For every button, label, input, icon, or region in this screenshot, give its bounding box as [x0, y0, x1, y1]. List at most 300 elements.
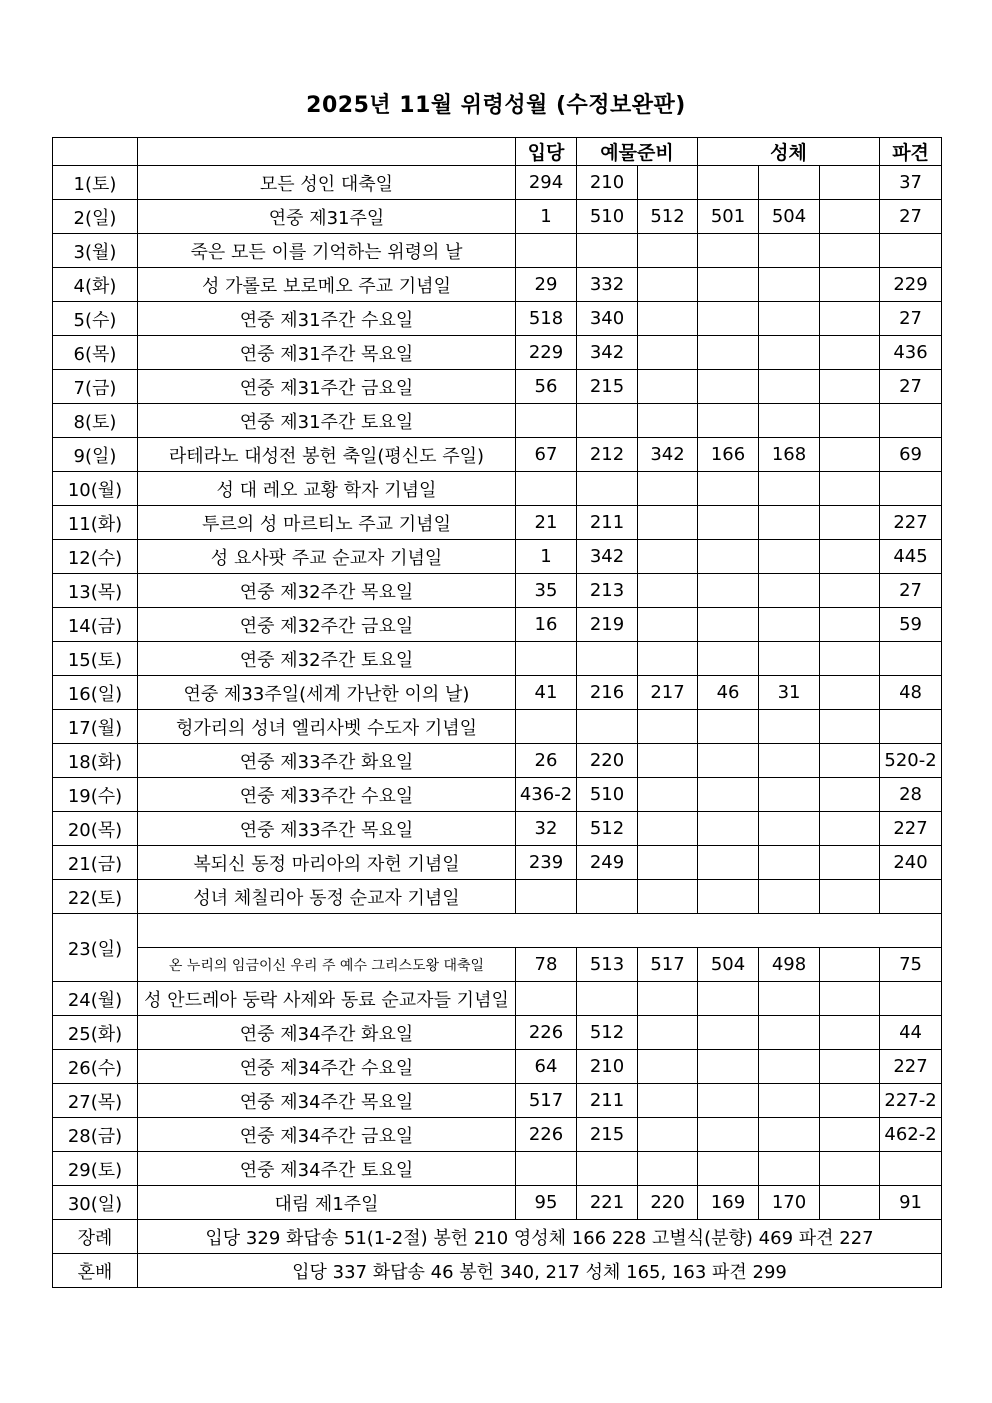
- date-cell: 30(일): [53, 1186, 138, 1220]
- offertory-hymn-1-cell: [577, 642, 638, 676]
- offertory-hymn-2-cell: [638, 472, 698, 506]
- communion-hymn-2-cell: [759, 166, 820, 200]
- offertory-hymn-1-cell: 212: [577, 438, 638, 472]
- communion-hymn-1-cell: 169: [698, 1186, 759, 1220]
- communion-hymn-1-cell: [698, 166, 759, 200]
- communion-hymn-2-cell: [759, 302, 820, 336]
- entrance-hymn-cell: [516, 404, 577, 438]
- communion-hymn-3-cell: [820, 1016, 880, 1050]
- offertory-hymn-1-cell: 219: [577, 608, 638, 642]
- communion-hymn-3-cell: [820, 302, 880, 336]
- dismissal-hymn-cell: 48: [880, 676, 942, 710]
- dismissal-hymn-cell: 229: [880, 268, 942, 302]
- communion-hymn-3-cell: [820, 200, 880, 234]
- date-cell: 29(토): [53, 1152, 138, 1186]
- offertory-hymn-1-cell: 220: [577, 744, 638, 778]
- celebration-name-cell: 연중 제31주일: [138, 200, 516, 234]
- communion-hymn-1-cell: [698, 268, 759, 302]
- celebration-name-cell: 성녀 체칠리아 동정 순교자 기념일: [138, 880, 516, 914]
- celebration-name-cell: 연중 제33주간 수요일: [138, 778, 516, 812]
- entrance-hymn-cell: [516, 710, 577, 744]
- date-cell: 7(금): [53, 370, 138, 404]
- entrance-hymn-cell: 1: [516, 200, 577, 234]
- offertory-hymn-2-cell: [638, 880, 698, 914]
- celebration-name-cell: 연중 제33주일(세계 가난한 이의 날): [138, 676, 516, 710]
- entrance-hymn-cell: [516, 982, 577, 1016]
- offertory-hymn-2-cell: [638, 336, 698, 370]
- entrance-hymn-cell: 518: [516, 302, 577, 336]
- communion-hymn-1-cell: [698, 642, 759, 676]
- celebration-name-cell: 연중 제34주간 화요일: [138, 1016, 516, 1050]
- entrance-hymn-cell: 229: [516, 336, 577, 370]
- table-row: [53, 506, 942, 540]
- date-cell: 12(수): [53, 540, 138, 574]
- date-cell: 15(토): [53, 642, 138, 676]
- communion-hymn-1-cell: [698, 302, 759, 336]
- table-row: [53, 370, 942, 404]
- offertory-hymn-2-cell: [638, 642, 698, 676]
- date-cell: 9(일): [53, 438, 138, 472]
- table-row: [53, 166, 942, 200]
- date-cell: 23(일): [53, 914, 138, 982]
- entrance-hymn-cell: [516, 642, 577, 676]
- date-cell: 11(화): [53, 506, 138, 540]
- offertory-hymn-1-cell: 210: [577, 1050, 638, 1084]
- entrance-hymn-cell: 226: [516, 1118, 577, 1152]
- dismissal-hymn-cell: 227: [880, 812, 942, 846]
- table-row: [53, 1050, 942, 1084]
- dismissal-hymn-cell: 44: [880, 1016, 942, 1050]
- communion-hymn-2-cell: 170: [759, 1186, 820, 1220]
- entrance-hymn-cell: 1: [516, 540, 577, 574]
- communion-hymn-2-cell: [759, 370, 820, 404]
- date-cell: 2(일): [53, 200, 138, 234]
- offertory-hymn-1-cell: 513: [577, 948, 638, 982]
- offertory-hymn-2-cell: [638, 608, 698, 642]
- entrance-hymn-cell: 35: [516, 574, 577, 608]
- date-cell: 20(목): [53, 812, 138, 846]
- celebration-name-cell: 연중 제32주간 토요일: [138, 642, 516, 676]
- entrance-hymn-cell: 226: [516, 1016, 577, 1050]
- entrance-hymn-cell: 294: [516, 166, 577, 200]
- communion-hymn-3-cell: [820, 948, 880, 982]
- dismissal-hymn-cell: [880, 234, 942, 268]
- table-row: [53, 540, 942, 574]
- table-row: [53, 608, 942, 642]
- header-offertory: 예물준비: [577, 138, 698, 166]
- communion-hymn-3-cell: [820, 642, 880, 676]
- communion-hymn-1-cell: [698, 1084, 759, 1118]
- offertory-hymn-2-cell: [638, 812, 698, 846]
- offertory-hymn-2-cell: [638, 166, 698, 200]
- communion-hymn-1-cell: [698, 234, 759, 268]
- communion-hymn-2-cell: [759, 1050, 820, 1084]
- header-name: [138, 138, 516, 166]
- offertory-hymn-1-cell: [577, 234, 638, 268]
- offertory-hymn-2-cell: 220: [638, 1186, 698, 1220]
- table-row: [53, 880, 942, 914]
- communion-hymn-3-cell: [820, 846, 880, 880]
- offertory-hymn-1-cell: [577, 404, 638, 438]
- offertory-hymn-2-cell: 217: [638, 676, 698, 710]
- offertory-hymn-2-cell: [638, 370, 698, 404]
- communion-hymn-3-cell: [820, 166, 880, 200]
- communion-hymn-1-cell: [698, 846, 759, 880]
- offertory-hymn-1-cell: [577, 1152, 638, 1186]
- footer-row: [53, 1220, 942, 1254]
- communion-hymn-1-cell: [698, 710, 759, 744]
- footer-label: 혼배: [53, 1254, 138, 1288]
- celebration-name-cell: 연중 제31주간 목요일: [138, 336, 516, 370]
- dismissal-hymn-cell: 27: [880, 370, 942, 404]
- celebration-name-cell: 투르의 성 마르티노 주교 기념일: [138, 506, 516, 540]
- communion-hymn-2-cell: [759, 268, 820, 302]
- communion-hymn-3-cell: [820, 1050, 880, 1084]
- footer-row: [53, 1254, 942, 1288]
- communion-hymn-3-cell: [820, 1084, 880, 1118]
- communion-hymn-3-cell: [820, 404, 880, 438]
- table-row: [53, 1118, 942, 1152]
- communion-hymn-2-cell: 168: [759, 438, 820, 472]
- table-row: [53, 1152, 942, 1186]
- communion-hymn-1-cell: [698, 574, 759, 608]
- entrance-hymn-cell: 29: [516, 268, 577, 302]
- offertory-hymn-1-cell: 211: [577, 1084, 638, 1118]
- communion-hymn-3-cell: [820, 574, 880, 608]
- celebration-name-cell: 연중 제33주간 화요일: [138, 744, 516, 778]
- communion-hymn-1-cell: [698, 404, 759, 438]
- celebration-name-cell: 연중 제34주간 목요일: [138, 1084, 516, 1118]
- celebration-name-cell: 복되신 동정 마리아의 자헌 기념일: [138, 846, 516, 880]
- communion-hymn-2-cell: [759, 404, 820, 438]
- dismissal-hymn-cell: 227: [880, 1050, 942, 1084]
- entrance-hymn-cell: [516, 234, 577, 268]
- communion-hymn-2-cell: 31: [759, 676, 820, 710]
- celebration-name-cell: 연중 제31주간 수요일: [138, 302, 516, 336]
- communion-hymn-3-cell: [820, 812, 880, 846]
- offertory-hymn-1-cell: 510: [577, 778, 638, 812]
- date-cell: 21(금): [53, 846, 138, 880]
- communion-hymn-2-cell: [759, 1084, 820, 1118]
- offertory-hymn-2-cell: [638, 1050, 698, 1084]
- dismissal-hymn-cell: 445: [880, 540, 942, 574]
- table-row: [53, 234, 942, 268]
- communion-hymn-1-cell: [698, 1016, 759, 1050]
- date-cell: 4(화): [53, 268, 138, 302]
- dismissal-hymn-cell: 28: [880, 778, 942, 812]
- celebration-name-cell: 연중 제31주간 금요일: [138, 370, 516, 404]
- offertory-hymn-2-cell: [638, 268, 698, 302]
- entrance-hymn-cell: 32: [516, 812, 577, 846]
- entrance-hymn-cell: 517: [516, 1084, 577, 1118]
- communion-hymn-2-cell: [759, 234, 820, 268]
- table-row: [53, 846, 942, 880]
- dismissal-hymn-cell: 520-2: [880, 744, 942, 778]
- communion-hymn-3-cell: [820, 676, 880, 710]
- offertory-hymn-2-cell: [638, 506, 698, 540]
- offertory-hymn-1-cell: 512: [577, 812, 638, 846]
- table-row: [53, 404, 942, 438]
- communion-hymn-3-cell: [820, 880, 880, 914]
- offertory-hymn-1-cell: 249: [577, 846, 638, 880]
- table-row: [53, 438, 942, 472]
- table-row: [53, 1084, 942, 1118]
- communion-hymn-1-cell: [698, 1118, 759, 1152]
- offertory-hymn-1-cell: 332: [577, 268, 638, 302]
- communion-hymn-2-cell: [759, 506, 820, 540]
- communion-hymn-3-cell: [820, 540, 880, 574]
- table-row: [53, 812, 942, 846]
- communion-hymn-1-cell: [698, 1050, 759, 1084]
- communion-hymn-3-cell: [820, 268, 880, 302]
- header-entrance: 입당: [516, 138, 577, 166]
- communion-hymn-3-cell: [820, 778, 880, 812]
- offertory-hymn-2-cell: [638, 302, 698, 336]
- communion-hymn-3-cell: [820, 982, 880, 1016]
- communion-hymn-2-cell: [759, 540, 820, 574]
- dismissal-hymn-cell: 37: [880, 166, 942, 200]
- offertory-hymn-1-cell: 221: [577, 1186, 638, 1220]
- offertory-hymn-1-cell: 512: [577, 1016, 638, 1050]
- offertory-hymn-2-cell: [638, 234, 698, 268]
- communion-hymn-3-cell: [820, 234, 880, 268]
- dismissal-hymn-cell: 240: [880, 846, 942, 880]
- communion-hymn-2-cell: [759, 472, 820, 506]
- entrance-hymn-cell: 239: [516, 846, 577, 880]
- date-cell: 24(월): [53, 982, 138, 1016]
- table-row: [53, 268, 942, 302]
- celebration-name-cell: 대림 제1주일: [138, 1186, 516, 1220]
- communion-hymn-2-cell: [759, 608, 820, 642]
- date-cell: 5(수): [53, 302, 138, 336]
- offertory-hymn-2-cell: [638, 574, 698, 608]
- table-row: [53, 1186, 942, 1220]
- date-cell: 22(토): [53, 880, 138, 914]
- date-cell: 26(수): [53, 1050, 138, 1084]
- dismissal-hymn-cell: [880, 880, 942, 914]
- communion-hymn-2-cell: [759, 982, 820, 1016]
- dismissal-hymn-cell: 59: [880, 608, 942, 642]
- header-communion: 성체: [698, 138, 880, 166]
- communion-hymn-1-cell: [698, 744, 759, 778]
- table-row-23-bottom: [53, 948, 942, 982]
- offertory-hymn-2-cell: [638, 982, 698, 1016]
- date-cell: 18(화): [53, 744, 138, 778]
- celebration-name-cell: 온 누리의 임금이신 우리 주 예수 그리스도왕 대축일: [138, 948, 516, 982]
- celebration-name-cell: 성 안드레아 둥락 사제와 동료 순교자들 기념일: [138, 982, 516, 1016]
- table-row: [53, 336, 942, 370]
- celebration-name-cell: 연중 제33주간 목요일: [138, 812, 516, 846]
- celebration-name-cell: 죽은 모든 이를 기억하는 위령의 날: [138, 234, 516, 268]
- communion-hymn-2-cell: [759, 710, 820, 744]
- communion-hymn-2-cell: [759, 744, 820, 778]
- entrance-hymn-cell: 67: [516, 438, 577, 472]
- dismissal-hymn-cell: [880, 1152, 942, 1186]
- offertory-hymn-1-cell: [577, 472, 638, 506]
- communion-hymn-1-cell: [698, 982, 759, 1016]
- celebration-name-cell: 연중 제32주간 금요일: [138, 608, 516, 642]
- offertory-hymn-2-cell: 517: [638, 948, 698, 982]
- date-cell: 25(화): [53, 1016, 138, 1050]
- offertory-hymn-1-cell: 213: [577, 574, 638, 608]
- hymn-schedule-table: [52, 137, 942, 1288]
- dismissal-hymn-cell: 91: [880, 1186, 942, 1220]
- offertory-hymn-2-cell: [638, 1016, 698, 1050]
- entrance-hymn-cell: 436-2: [516, 778, 577, 812]
- table-row: [53, 710, 942, 744]
- offertory-hymn-2-cell: [638, 540, 698, 574]
- date-cell: 10(월): [53, 472, 138, 506]
- communion-hymn-3-cell: [820, 370, 880, 404]
- offertory-hymn-2-cell: [638, 1084, 698, 1118]
- dismissal-hymn-cell: [880, 710, 942, 744]
- celebration-name-cell: 연중 제31주간 토요일: [138, 404, 516, 438]
- entrance-hymn-cell: [516, 1152, 577, 1186]
- communion-hymn-1-cell: [698, 812, 759, 846]
- celebration-name-cell: 연중 제34주간 금요일: [138, 1118, 516, 1152]
- communion-hymn-3-cell: [820, 608, 880, 642]
- communion-hymn-2-cell: 504: [759, 200, 820, 234]
- table-row: [53, 642, 942, 676]
- header-row: [53, 138, 942, 166]
- communion-hymn-1-cell: 501: [698, 200, 759, 234]
- communion-hymn-1-cell: [698, 778, 759, 812]
- celebration-name-cell: 성 대 레오 교황 학자 기념일: [138, 472, 516, 506]
- celebration-name-cell: 라테라노 대성전 봉헌 축일(평신도 주일): [138, 438, 516, 472]
- entrance-hymn-cell: [516, 880, 577, 914]
- communion-hymn-3-cell: [820, 1118, 880, 1152]
- date-cell: 27(목): [53, 1084, 138, 1118]
- table-row: [53, 676, 942, 710]
- communion-hymn-2-cell: [759, 812, 820, 846]
- offertory-hymn-2-cell: [638, 710, 698, 744]
- offertory-hymn-2-cell: [638, 1152, 698, 1186]
- dismissal-hymn-cell: 227-2: [880, 1084, 942, 1118]
- entrance-hymn-cell: 41: [516, 676, 577, 710]
- dismissal-hymn-cell: 227: [880, 506, 942, 540]
- communion-hymn-3-cell: [820, 1152, 880, 1186]
- communion-hymn-2-cell: [759, 846, 820, 880]
- date-cell: 8(토): [53, 404, 138, 438]
- communion-hymn-1-cell: [698, 608, 759, 642]
- offertory-hymn-1-cell: 216: [577, 676, 638, 710]
- communion-hymn-2-cell: [759, 1118, 820, 1152]
- communion-hymn-1-cell: 166: [698, 438, 759, 472]
- communion-hymn-3-cell: [820, 472, 880, 506]
- header-dismissal: 파견: [880, 138, 942, 166]
- dismissal-hymn-cell: [880, 404, 942, 438]
- communion-hymn-1-cell: [698, 370, 759, 404]
- offertory-hymn-1-cell: [577, 880, 638, 914]
- communion-hymn-1-cell: [698, 880, 759, 914]
- communion-hymn-2-cell: [759, 574, 820, 608]
- date-cell: 28(금): [53, 1118, 138, 1152]
- communion-hymn-1-cell: [698, 1152, 759, 1186]
- communion-hymn-1-cell: [698, 540, 759, 574]
- page-title: 2025년 11월 위령성월 (수정보완판): [306, 93, 686, 118]
- date-cell: 13(목): [53, 574, 138, 608]
- table-row: [53, 200, 942, 234]
- communion-hymn-2-cell: [759, 642, 820, 676]
- header-date: [53, 138, 138, 166]
- communion-hymn-1-cell: [698, 506, 759, 540]
- offertory-hymn-1-cell: [577, 982, 638, 1016]
- offertory-hymn-1-cell: 210: [577, 166, 638, 200]
- communion-hymn-2-cell: [759, 778, 820, 812]
- communion-hymn-1-cell: 504: [698, 948, 759, 982]
- offertory-hymn-1-cell: 510: [577, 200, 638, 234]
- entrance-hymn-cell: 16: [516, 608, 577, 642]
- offertory-hymn-1-cell: 211: [577, 506, 638, 540]
- entrance-hymn-cell: [516, 472, 577, 506]
- offertory-hymn-1-cell: 215: [577, 1118, 638, 1152]
- dismissal-hymn-cell: 27: [880, 200, 942, 234]
- communion-hymn-3-cell: [820, 506, 880, 540]
- dismissal-hymn-cell: 436: [880, 336, 942, 370]
- footer-text: 입당 329 화답송 51(1-2절) 봉헌 210 영성체 166 228 고별식(분향) 469 파견 227: [138, 1220, 942, 1254]
- offertory-hymn-2-cell: [638, 846, 698, 880]
- communion-hymn-3-cell: [820, 710, 880, 744]
- table-row: [53, 744, 942, 778]
- dismissal-hymn-cell: 75: [880, 948, 942, 982]
- date-cell: 17(월): [53, 710, 138, 744]
- table-row-23-top: [53, 914, 942, 948]
- date-cell: 6(목): [53, 336, 138, 370]
- communion-hymn-2-cell: 498: [759, 948, 820, 982]
- offertory-hymn-1-cell: [577, 710, 638, 744]
- communion-hymn-2-cell: [759, 1016, 820, 1050]
- offertory-hymn-2-cell: [638, 404, 698, 438]
- offertory-hymn-2-cell: 342: [638, 438, 698, 472]
- entrance-hymn-cell: 95: [516, 1186, 577, 1220]
- offertory-hymn-2-cell: 512: [638, 200, 698, 234]
- offertory-hymn-2-cell: [638, 778, 698, 812]
- date-cell: 19(수): [53, 778, 138, 812]
- communion-hymn-3-cell: [820, 438, 880, 472]
- dismissal-hymn-cell: 27: [880, 574, 942, 608]
- dismissal-hymn-cell: 27: [880, 302, 942, 336]
- entrance-hymn-cell: 26: [516, 744, 577, 778]
- communion-hymn-3-cell: [820, 744, 880, 778]
- table-row: [53, 472, 942, 506]
- table-row: [53, 778, 942, 812]
- communion-hymn-3-cell: [820, 336, 880, 370]
- communion-hymn-2-cell: [759, 880, 820, 914]
- date-cell: 14(금): [53, 608, 138, 642]
- table-row: [53, 302, 942, 336]
- offertory-hymn-2-cell: [638, 1118, 698, 1152]
- offertory-hymn-1-cell: 215: [577, 370, 638, 404]
- table-row: [53, 574, 942, 608]
- offertory-hymn-1-cell: 340: [577, 302, 638, 336]
- dismissal-hymn-cell: [880, 642, 942, 676]
- table-row: [53, 982, 942, 1016]
- offertory-hymn-1-cell: 342: [577, 336, 638, 370]
- offertory-hymn-1-cell: 342: [577, 540, 638, 574]
- footer-text: 입당 337 화답송 46 봉헌 340, 217 성체 165, 163 파견 299: [138, 1254, 942, 1288]
- offertory-hymn-2-cell: [638, 744, 698, 778]
- communion-hymn-2-cell: [759, 1152, 820, 1186]
- date-cell: 3(월): [53, 234, 138, 268]
- entrance-hymn-cell: 56: [516, 370, 577, 404]
- dismissal-hymn-cell: 462-2: [880, 1118, 942, 1152]
- entrance-hymn-cell: 64: [516, 1050, 577, 1084]
- entrance-hymn-cell: 21: [516, 506, 577, 540]
- communion-hymn-1-cell: [698, 472, 759, 506]
- celebration-name-cell: 연중 제32주간 목요일: [138, 574, 516, 608]
- entrance-hymn-cell: 78: [516, 948, 577, 982]
- communion-hymn-1-cell: [698, 336, 759, 370]
